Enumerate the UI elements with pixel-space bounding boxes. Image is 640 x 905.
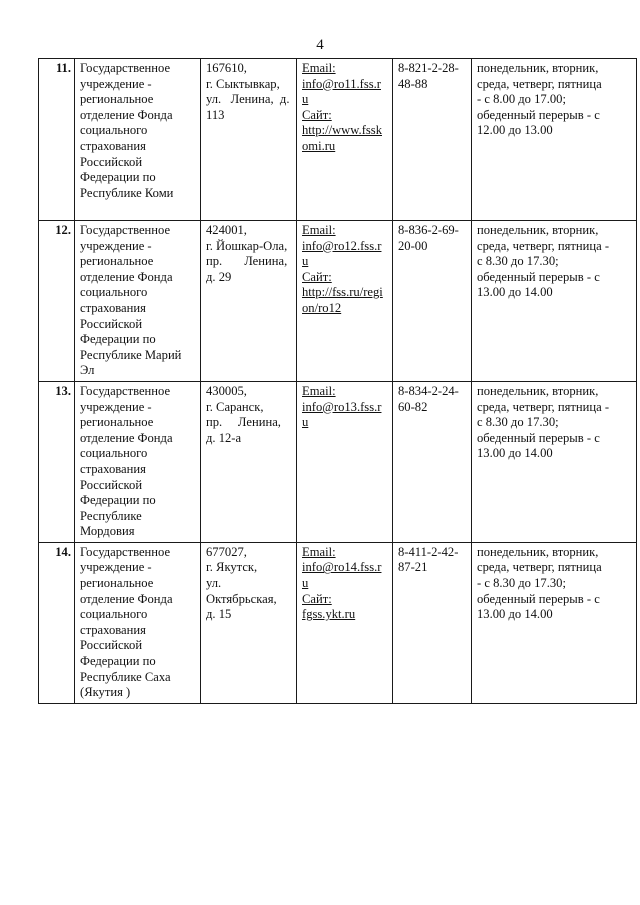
- contact-link-line[interactable]: u: [302, 92, 309, 107]
- hours-line: обеденный перерыв - с: [477, 269, 600, 284]
- address-line: г. Саранск,: [206, 399, 264, 414]
- address-line: д. 12-а: [206, 430, 242, 445]
- institution-name-line: страхования: [80, 138, 146, 153]
- hours-line: обеденный перерыв - с: [477, 430, 600, 445]
- hours-line: 12.00 до 13.00: [477, 123, 553, 138]
- address-line: 167610,: [206, 61, 247, 75]
- address-line: г. Якутск,: [206, 560, 258, 575]
- institution-name-line: региональное: [80, 254, 154, 269]
- institution-name-line: региональное: [80, 415, 154, 430]
- institution-name-cell: [75, 381, 201, 542]
- address-line: 113: [206, 107, 225, 122]
- contact-link-line[interactable]: Сайт:: [302, 107, 332, 122]
- contact-link-line[interactable]: info@ro14.fss.r: [302, 560, 382, 575]
- contact-cell: [297, 542, 393, 703]
- hours-line: с 8.30 до 17.30;: [477, 254, 559, 269]
- institution-name-line: региональное: [80, 576, 154, 591]
- institution-name-line: Российской: [80, 638, 143, 653]
- contact-link-line[interactable]: u: [302, 576, 309, 591]
- contact-link-line[interactable]: fgss.ykt.ru: [302, 607, 356, 622]
- hours-line: среда, четверг, пятница: [477, 76, 602, 91]
- table-row: [39, 542, 637, 703]
- contact-link-line[interactable]: Сайт:: [302, 269, 332, 284]
- row-number: 14.: [55, 544, 71, 559]
- institution-name-line: Мордовия: [80, 524, 135, 539]
- hours-line: 13.00 до 14.00: [477, 285, 553, 300]
- address-line: Октябрьская,: [206, 591, 277, 606]
- table-row: [39, 381, 637, 542]
- institution-name-line: Республике Саха: [80, 669, 171, 684]
- phone-line: 8-834-2-24-: [398, 383, 459, 398]
- row-number: 11.: [55, 61, 71, 75]
- institution-name-line: учреждение -: [80, 76, 152, 91]
- contact-link-line[interactable]: Email:: [302, 61, 336, 75]
- address-line: пр. Ленина,: [206, 415, 281, 430]
- institution-name-line: Государственное: [80, 383, 171, 398]
- hours-line: среда, четверг, пятница -: [477, 399, 610, 414]
- phone-line: 8-836-2-69-: [398, 223, 459, 237]
- hours-line: понедельник, вторник,: [477, 61, 599, 75]
- institution-name-line: Федерации по: [80, 493, 156, 508]
- institution-name-line: Федерации по: [80, 654, 156, 669]
- phone-line: 20-00: [398, 238, 428, 253]
- hours-line: среда, четверг, пятница -: [477, 238, 610, 253]
- institution-name-line: отделение Фонда: [80, 591, 173, 606]
- contact-link-line[interactable]: on/ro12: [302, 300, 342, 315]
- institution-name-line: Эл: [80, 363, 95, 378]
- phone-line: 8-411-2-42-: [398, 544, 459, 559]
- institution-name-line: Республике: [80, 508, 142, 523]
- address-cell: [201, 381, 297, 542]
- hours-line: - с 8.00 до 17.00;: [477, 92, 566, 107]
- institution-name-line: (Якутия ): [80, 685, 131, 700]
- contact-link-line[interactable]: info@ro11.fss.r: [302, 76, 381, 91]
- address-line: г. Сыктывкар,: [206, 76, 280, 91]
- institution-name-line: Российской: [80, 154, 143, 169]
- contact-link-line[interactable]: omi.ru: [302, 138, 336, 153]
- table-row: [39, 221, 637, 382]
- address-line: ул.: [206, 576, 222, 591]
- hours-cell: [472, 221, 637, 382]
- address-line: д. 15: [206, 607, 232, 622]
- institution-name-line: учреждение -: [80, 399, 152, 414]
- institution-name-line: социального: [80, 123, 148, 138]
- hours-cell: [472, 542, 637, 703]
- address-line: 424001,: [206, 223, 247, 237]
- contact-link-line[interactable]: info@ro12.fss.r: [302, 238, 382, 253]
- phone-cell: [393, 221, 472, 382]
- hours-cell: [472, 59, 637, 221]
- row-number-cell: [39, 542, 75, 703]
- contact-link-line[interactable]: Сайт:: [302, 591, 332, 606]
- contact-cell: [297, 59, 393, 221]
- row-number-cell: [39, 59, 75, 221]
- address-line: г. Йошкар-Ола,: [206, 238, 288, 253]
- address-line: 430005,: [206, 383, 247, 398]
- phone-cell: [393, 59, 472, 221]
- institution-name-line: социального: [80, 607, 148, 622]
- address-line: пр. Ленина,: [206, 254, 288, 269]
- phone-line: 48-88: [398, 76, 428, 91]
- institution-name-line: Государственное: [80, 223, 171, 237]
- hours-line: 13.00 до 14.00: [477, 446, 553, 461]
- table-row: [39, 59, 637, 221]
- institution-name-line: социального: [80, 446, 148, 461]
- address-line: 677027,: [206, 544, 247, 559]
- hours-line: с 8.30 до 17.30;: [477, 415, 559, 430]
- contact-link-line[interactable]: Email:: [302, 383, 336, 398]
- institution-name-line: страхования: [80, 622, 146, 637]
- hours-line: 13.00 до 14.00: [477, 607, 553, 622]
- address-line: д. 29: [206, 269, 232, 284]
- institution-name-line: учреждение -: [80, 238, 152, 253]
- institution-name-line: отделение Фонда: [80, 430, 173, 445]
- contact-link-line[interactable]: u: [302, 254, 309, 269]
- address-line: ул. Ленина, д.: [206, 92, 290, 107]
- institution-name-cell: [75, 59, 201, 221]
- institution-name-cell: [75, 221, 201, 382]
- institution-name-line: отделение Фонда: [80, 269, 173, 284]
- institution-name-line: Федерации по: [80, 170, 156, 185]
- contact-cell: [297, 381, 393, 542]
- row-number: 12.: [55, 223, 71, 237]
- hours-line: среда, четверг, пятница: [477, 560, 602, 575]
- institution-name-line: Республике Марий: [80, 347, 182, 362]
- hours-line: обеденный перерыв - с: [477, 591, 600, 606]
- institution-name-line: страхования: [80, 461, 146, 476]
- page-number: 4: [316, 37, 324, 53]
- contact-link-line[interactable]: info@ro13.fss.r: [302, 399, 382, 414]
- institution-name-line: региональное: [80, 92, 154, 107]
- contact-link-line[interactable]: u: [302, 415, 309, 430]
- phone-cell: [393, 381, 472, 542]
- hours-line: понедельник, вторник,: [477, 544, 599, 559]
- contact-link-line[interactable]: Email:: [302, 544, 336, 559]
- address-cell: [201, 59, 297, 221]
- hours-line: понедельник, вторник,: [477, 383, 599, 398]
- row-number-cell: [39, 381, 75, 542]
- institution-name-line: страхования: [80, 300, 146, 315]
- hours-line: обеденный перерыв - с: [477, 107, 600, 122]
- institution-name-line: отделение Фонда: [80, 107, 173, 122]
- institution-name-line: Российской: [80, 316, 143, 331]
- contact-cell: [297, 221, 393, 382]
- phone-cell: [393, 542, 472, 703]
- institution-name-line: Федерации по: [80, 332, 156, 347]
- phone-line: 60-82: [398, 399, 428, 414]
- institution-name-line: Республике Коми: [80, 185, 174, 200]
- phone-line: 87-21: [398, 560, 428, 575]
- row-number: 13.: [55, 383, 71, 398]
- offices-table: [38, 58, 637, 704]
- contact-link-line[interactable]: Email:: [302, 223, 336, 237]
- institution-name-line: Государственное: [80, 61, 171, 75]
- institution-name-line: Российской: [80, 477, 143, 492]
- hours-line: - с 8.30 до 17.30;: [477, 576, 566, 591]
- address-cell: [201, 221, 297, 382]
- phone-line: 8-821-2-28-: [398, 61, 459, 75]
- institution-name-line: учреждение -: [80, 560, 152, 575]
- offices-table-body: [39, 59, 637, 704]
- address-cell: [201, 542, 297, 703]
- contact-link-line[interactable]: http://www.fssk: [302, 123, 382, 138]
- row-number-cell: [39, 221, 75, 382]
- institution-name-cell: [75, 542, 201, 703]
- institution-name-line: Государственное: [80, 544, 171, 559]
- institution-name-line: социального: [80, 285, 148, 300]
- hours-cell: [472, 381, 637, 542]
- hours-line: понедельник, вторник,: [477, 223, 599, 237]
- contact-link-line[interactable]: http://fss.ru/regi: [302, 285, 383, 300]
